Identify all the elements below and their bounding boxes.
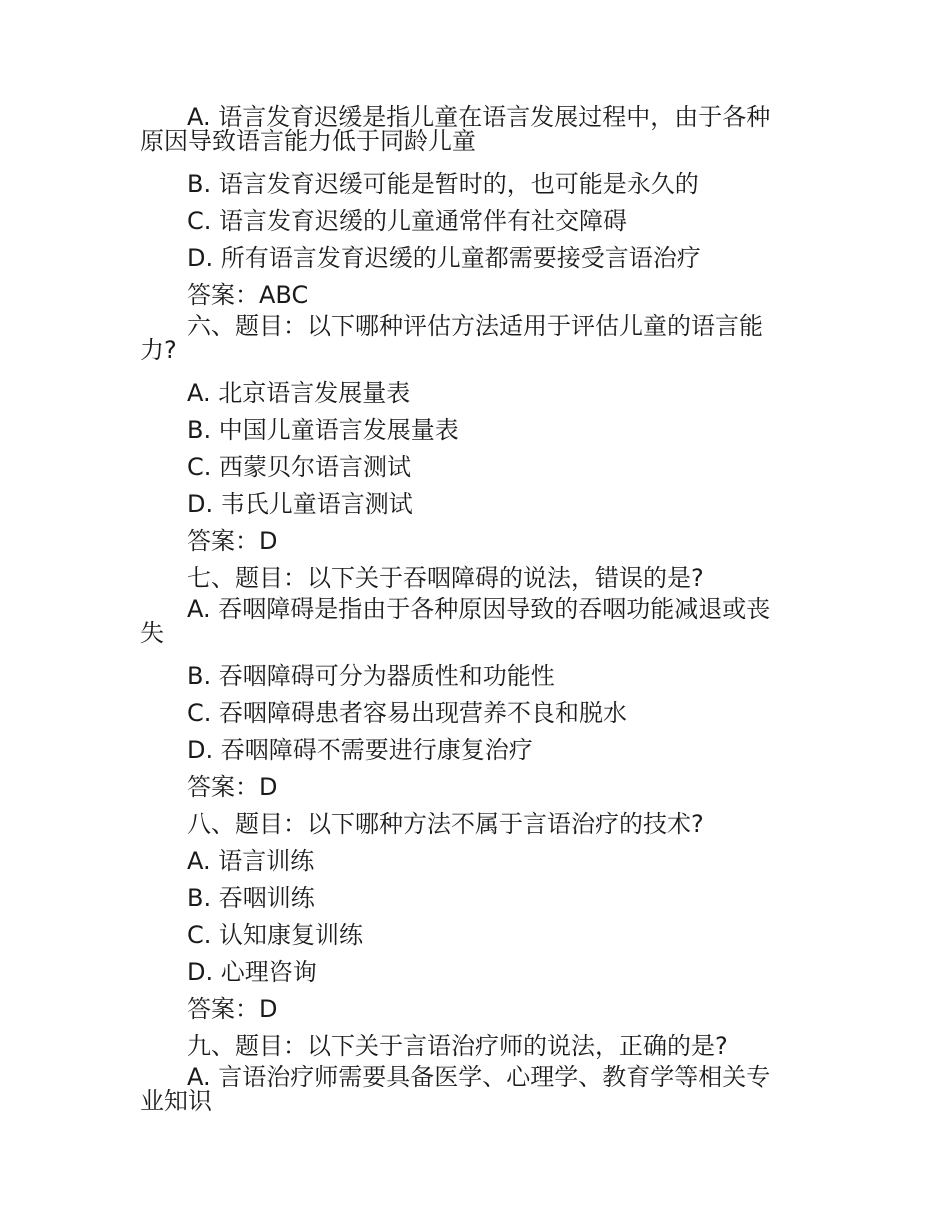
- q8-answer: 答案：D: [187, 995, 278, 1023]
- q7-question: 七、题目：以下关于吞咽障碍的说法，错误的是?: [187, 564, 704, 592]
- q8-option-d: D. 心理咨询: [187, 958, 317, 986]
- q9-option-a: A. 言语治疗师需要具备医学、心理学、教育学等相关专业知识: [140, 1063, 771, 1115]
- q6-option-c: C. 西蒙贝尔语言测试: [187, 453, 412, 481]
- q5-answer: 答案：ABC: [187, 281, 309, 309]
- q7-option-d: D. 吞咽障碍不需要进行康复治疗: [187, 736, 533, 764]
- q5-option-d: D. 所有语言发育迟缓的儿童都需要接受言语治疗: [187, 244, 701, 272]
- q6-option-d: D. 韦氏儿童语言测试: [187, 490, 413, 518]
- q8-option-b: B. 吞咽训练: [187, 884, 315, 912]
- q8-question: 八、题目：以下哪种方法不属于言语治疗的技术?: [187, 810, 704, 838]
- document-body: [140, 105, 790, 1126]
- q7-answer: 答案：D: [187, 773, 278, 801]
- q9-question: 九、题目：以下关于言语治疗师的说法，正确的是?: [187, 1032, 728, 1060]
- q5-option-b: B. 语言发育迟缓可能是暂时的，也可能是永久的: [187, 170, 699, 198]
- q8-option-a: A. 语言训练: [187, 847, 315, 875]
- q6-question: 六、题目：以下哪种评估方法适用于评估儿童的语言能力?: [140, 312, 763, 364]
- q6-answer: 答案：D: [187, 527, 278, 555]
- q8-option-c: C. 认知康复训练: [187, 921, 364, 949]
- q7-option-c: C. 吞咽障碍患者容易出现营养不良和脱水: [187, 699, 628, 727]
- q7-option-b: B. 吞咽障碍可分为器质性和功能性: [187, 662, 555, 690]
- q5-option-c: C. 语言发育迟缓的儿童通常伴有社交障碍: [187, 207, 628, 235]
- q7-option-a: A. 吞咽障碍是指由于各种原因导致的吞咽功能减退或丧失: [140, 595, 771, 647]
- q6-option-a: A. 北京语言发展量表: [187, 379, 411, 407]
- q5-option-a: A. 语言发育迟缓是指儿童在语言发展过程中，由于各种原因导致语言能力低于同龄儿童: [140, 103, 771, 155]
- q6-option-b: B. 中国儿童语言发展量表: [187, 416, 459, 444]
